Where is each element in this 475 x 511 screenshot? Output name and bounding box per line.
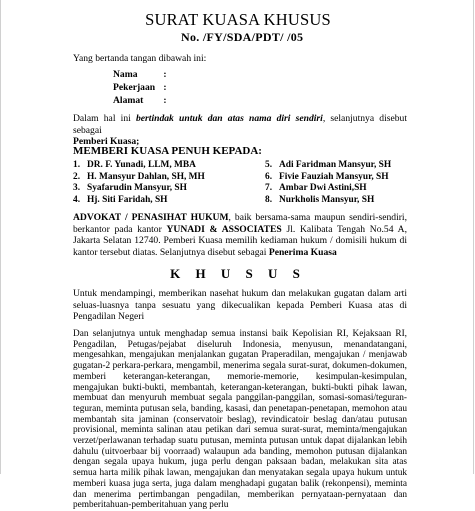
advokat-mid: , baik bersama-sama maupun sendiri-sendiri, berkantor pada kantor (73, 212, 407, 235)
list-item-name: Adi Faridman Mansyur, SH (279, 160, 392, 170)
list-item-name: H. Mansyur Dahlan, SH, MH (87, 171, 205, 182)
field-colon: : (163, 95, 167, 106)
list-item-number: 6. (265, 171, 273, 182)
list-item (73, 160, 205, 172)
lawyer-list-left (73, 160, 205, 206)
khusus-paragraph: Untuk mendampingi, memberikan nasehat hukum dan melakukan gugatan dalam arti seluas-luasnya tanpa sesuatu yang dikecualikan kepada Pemberi Kuasa atas di Pengadilan Negeri (73, 288, 407, 322)
field-pekerjaan (113, 82, 173, 93)
list-item-name: Fivie Fauziah Mansyur, SH (279, 171, 389, 182)
list-item-name: Hj. Siti Faridah, SH (87, 194, 168, 205)
pemberi-kuasa-label: Pemberi Kuasa; (73, 136, 140, 147)
khusus-heading: K H U S U S (170, 266, 306, 281)
lawyer-list-right (265, 160, 391, 206)
advokat-lead: ADVOKAT / PENASIHAT HUKUM (73, 212, 229, 223)
acting-prefix: Dalam hal ini (73, 113, 136, 124)
list-item (265, 183, 391, 195)
field-alamat (113, 95, 173, 106)
list-item-number: 1. (73, 160, 81, 170)
document-number: No. /FY/SDA/PDT/ /05 (181, 30, 304, 44)
advokat-tail: Jl. Kalibata Tengah No.54 A, Jakarta Selatan 12740. Pemberi Kuasa memilih kediaman hukum / domisili hukum di kantor tersebut diatas. Selanjutnya disebut sebagai (73, 223, 407, 258)
firm-name: YUNADI & ASSOCIATES (166, 223, 282, 235)
list-item-number: 4. (73, 194, 81, 205)
field-colon: : (163, 69, 167, 80)
list-item (73, 172, 205, 184)
list-item-number: 2. (73, 171, 81, 182)
intro-text: Yang bertanda tangan dibawah ini: (73, 53, 207, 64)
list-item-number: 8. (265, 194, 273, 205)
list-item-name: Nurkholis Mansyur, SH (279, 194, 375, 205)
acting-suffix: , selanjutnya disebut sebagai (73, 113, 407, 136)
field-label: Alamat (113, 95, 144, 106)
document-title: SURAT KUASA KHUSUS (145, 10, 331, 29)
memberi-kuasa-heading: MEMBERI KUASA PENUH KEPADA: (73, 145, 262, 157)
penerima-kuasa-label: Penerima Kuasa (268, 246, 337, 258)
field-label: Pekerjaan (113, 82, 156, 93)
acting-paragraph (73, 113, 407, 148)
list-item-number: 3. (73, 183, 81, 193)
list-item (73, 183, 205, 195)
authority-paragraph: Dan selanjutnya untuk menghadap semua instansi baik Kepolisian RI, Kejaksaan RI, Pengadilan, Petugas/pejabat diseluruh Indonesia, menyusun, menandatangani, mengesahkan, mengajukan menjalankan gugatan Praperadilan, mengajukan / menjawab gugatan-2 perkara-perkara, mengambil, menerima segala surat-surat, dokumen-dokumen, memberi keterangan-keterangan, memorie-memorie, kesimpulan-kesimpulan, mengajukan bukti-bukti, membantah, keterangan-keterangan, bukti-bukti pihak lawan, membuat dan menyuruh membuat segala panggilan-panggilan, somasi-somasi/teguran-teguran, meminta putusan sela, banding, kasasi, dan penetapan-penetapan, memohon atau membantah sita jaminan (conservatoir beslag), revindicatoir beslag dan/atau putusan provisional, meminta salinan atau petikan dari semua surat-surat, meminta/mengajukan verzet/perlawanan terhadap suatu putusan, meminta putusan untuk dapat dijalankan lebih dahulu (uitvoerbaar bij voorraad) walaupun ada banding, memohon putusan dijalankan dengan segala upaya hukum, juga perlu dengan paksaan badan, melakukan sita atas semua harta milik pihak lawan, mengajukan dan menyatakan segala upaya hukum untuk memberi kuasa juga serta, juga dalam menghadapi gugatan balik (rekonpensi), meminta dan menerima pertimbangan pengadilan, memberikan pernyataan-pernyataan dan pemberitahuan-pemberitahuan yang perlu (73, 329, 407, 511)
list-item-name: Syafarudin Mansyur, SH (87, 183, 187, 193)
list-item (265, 172, 391, 184)
advokat-paragraph (73, 212, 407, 258)
list-item (265, 160, 391, 172)
field-label: Nama (113, 69, 138, 80)
list-item-number: 5. (265, 160, 273, 170)
list-item-number: 7. (265, 183, 273, 193)
field-colon: : (163, 82, 167, 93)
list-item-name: DR. F. Yunadi, LLM, MBA (87, 160, 196, 170)
field-nama (113, 69, 173, 80)
list-item-name: Ambar Dwi Astini,SH (279, 183, 367, 193)
list-item (265, 195, 391, 207)
acting-emphasis: bertindak untuk dan atas nama diri sendiri (136, 113, 323, 124)
list-item (73, 195, 205, 207)
